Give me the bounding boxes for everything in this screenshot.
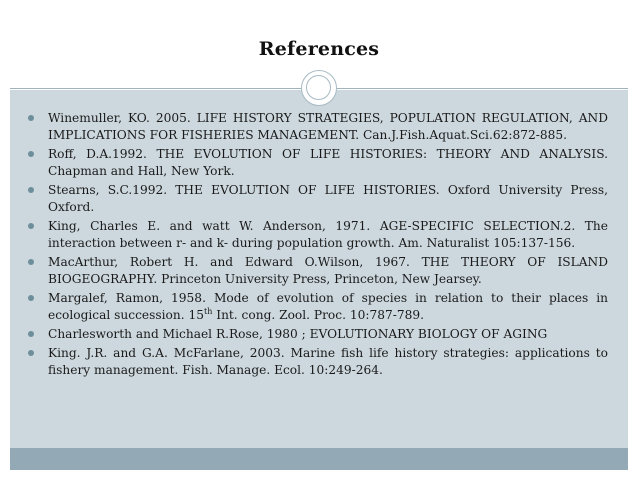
- list-item: [24, 254, 608, 288]
- bullet-icon: [28, 151, 34, 157]
- bullet-icon: [28, 295, 34, 301]
- list-item: [24, 182, 608, 216]
- list-item: [24, 326, 608, 343]
- slide: [10, 8, 628, 470]
- list-item: [24, 146, 608, 180]
- slide-title: References: [258, 38, 380, 60]
- list-item: [24, 345, 608, 379]
- bullet-icon: [28, 115, 34, 121]
- list-item: [24, 110, 608, 144]
- reference-text: King. J.R. and G.A. McFarlane, 2003. Marine fish life history strategies: applications to fishery management. Fish. Manage. Ecol. 10:249-264.: [48, 346, 608, 377]
- bullet-icon: [28, 223, 34, 229]
- reference-text: MacArthur, Robert H. and Edward O.Wilson, 1967. THE THEORY OF ISLAND BIOGEOGRAPHY. Princeton University Press, Princeton, New Jearsey.: [48, 255, 608, 286]
- bullet-icon: [28, 331, 34, 337]
- bullet-icon: [28, 187, 34, 193]
- reference-text: Stearns, S.C.1992. THE EVOLUTION OF LIFE HISTORIES. Oxford University Press, Oxford.: [48, 183, 608, 214]
- list-item: [24, 290, 608, 324]
- reference-text: Winemuller, KO. 2005. LIFE HISTORY STRATEGIES, POPULATION REGULATION, AND IMPLICATIONS FOR FISHERIES MANAGEMENT. Can.J.Fish.Aquat.Sci.62:872-885.: [48, 111, 608, 142]
- reference-text: King, Charles E. and watt W. Anderson, 1971. AGE-SPECIFIC SELECTION.2. The interaction between r- and k- during population growth. Am. Naturalist 105:137-156.: [48, 219, 608, 250]
- footer-bar: [10, 448, 628, 470]
- superscript: th: [204, 306, 213, 316]
- reference-text: Charlesworth and Michael R.Rose, 1980 ; EVOLUTIONARY BIOLOGY OF AGING: [48, 327, 548, 341]
- reference-text: Roff, D.A.1992. THE EVOLUTION OF LIFE HISTORIES: THEORY AND ANALYSIS. Chapman and Hall, New York.: [48, 147, 608, 178]
- circle-ornament-inner: [306, 75, 331, 100]
- bullet-icon: [28, 259, 34, 265]
- list-item: [24, 218, 608, 252]
- reference-text-part: Margalef, Ramon, 1958. Mode of evolution of species in relation to their places in ecological succession. 15: [48, 291, 608, 322]
- reference-text-part: Int. cong. Zool. Proc. 10:787-789.: [212, 308, 424, 322]
- bullet-icon: [28, 350, 34, 356]
- circle-ornament-icon: [301, 70, 337, 106]
- content-area: [10, 90, 628, 448]
- references-list: [24, 110, 608, 381]
